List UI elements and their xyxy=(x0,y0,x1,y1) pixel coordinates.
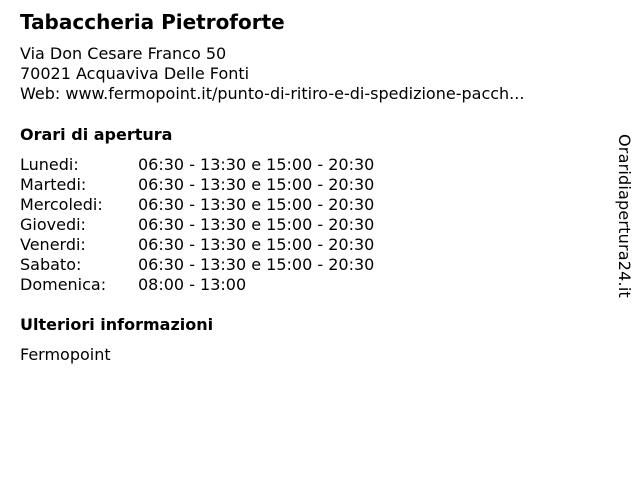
opening-hours-list xyxy=(20,155,440,295)
hours-row-wednesday xyxy=(20,195,440,215)
time-range: 06:30 - 13:30 e 15:00 - 20:30 xyxy=(138,235,375,254)
time-range: 06:30 - 13:30 e 15:00 - 20:30 xyxy=(138,215,375,234)
day-label: Giovedi: xyxy=(20,215,86,234)
hours-row-tuesday xyxy=(20,175,440,195)
address-city: 70021 Acquaviva Delle Fonti xyxy=(20,64,250,83)
hours-row-saturday xyxy=(20,255,440,275)
day-label: Lunedi: xyxy=(20,155,79,174)
opening-hours-heading: Orari di apertura xyxy=(20,125,173,144)
site-watermark: Oraridiapertura24.it xyxy=(615,134,634,298)
address-street: Via Don Cesare Franco 50 xyxy=(20,44,227,63)
business-name: Tabaccheria Pietroforte xyxy=(20,10,285,34)
day-label: Mercoledi: xyxy=(20,195,103,214)
hours-row-sunday xyxy=(20,275,440,295)
hours-row-friday xyxy=(20,235,440,255)
hours-row-monday xyxy=(20,155,440,175)
day-label: Domenica: xyxy=(20,275,107,294)
hours-row-thursday xyxy=(20,215,440,235)
business-address xyxy=(20,44,524,104)
time-range: 06:30 - 13:30 e 15:00 - 20:30 xyxy=(138,255,375,274)
time-range: 08:00 - 13:00 xyxy=(138,275,247,294)
website-link[interactable]: Web: www.fermopoint.it/punto-di-ritiro-e-di-spedizione-pacch... xyxy=(20,84,525,103)
time-range: 06:30 - 13:30 e 15:00 - 20:30 xyxy=(138,155,375,174)
additional-info-text: Fermopoint xyxy=(20,345,111,364)
time-range: 06:30 - 13:30 e 15:00 - 20:30 xyxy=(138,175,375,194)
time-range: 06:30 - 13:30 e 15:00 - 20:30 xyxy=(138,195,375,214)
day-label: Martedi: xyxy=(20,175,87,194)
day-label: Sabato: xyxy=(20,255,82,274)
additional-info-heading: Ulteriori informazioni xyxy=(20,315,214,334)
day-label: Venerdi: xyxy=(20,235,86,254)
